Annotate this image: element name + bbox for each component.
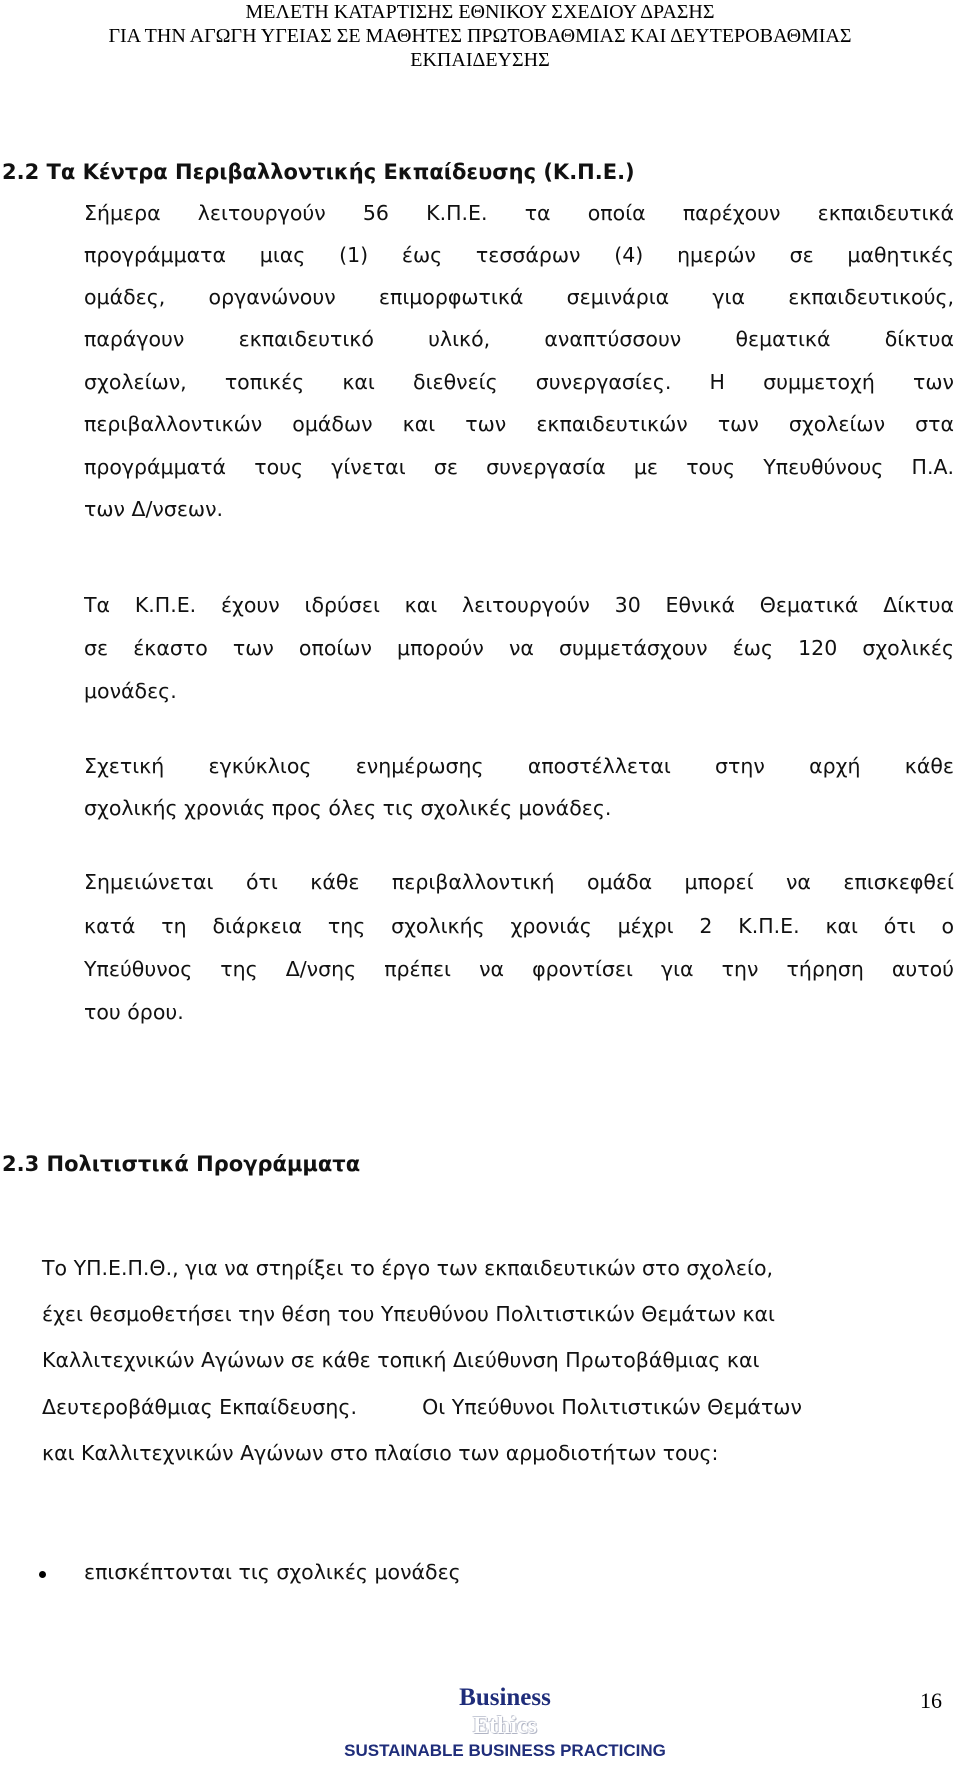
paragraph-line: Δευτεροβάθμιας Εκπαίδευσης. Οι Υπεύθυνοι Πολιτιστικών Θεμάτων — [42, 1395, 802, 1419]
paragraph-line: Σήμερα λειτουργούν 56 Κ.Π.Ε. τα οποία παρέχουν εκπαιδευτικά — [84, 201, 954, 225]
paragraph-line: προγράμματά τους γίνεται σε συνεργασία με τους Υπευθύνους Π.Α. — [84, 455, 954, 479]
paragraph-line: Τα Κ.Π.Ε. έχουν ιδρύσει και λειτουργούν 30 Εθνικά Θεματικά Δίκτυα — [84, 593, 954, 617]
document-header — [0, 0, 960, 72]
bullet-item: επισκέπτονται τις σχολικές μονάδες — [84, 1560, 461, 1584]
paragraph-line: Υπεύθυνος της Δ/νσης πρέπει να φροντίσει για την τήρηση αυτού — [84, 957, 954, 981]
paragraph-line: μονάδες. — [84, 679, 177, 703]
paragraph-line: παράγουν εκπαιδευτικό υλικό, αναπτύσσουν θεματικά δίκτυα — [84, 327, 954, 351]
logo-ethics-text: Ethics — [472, 1713, 537, 1739]
section-heading-2-2: 2.2 Τα Κέντρα Περιβαλλοντικής Εκπαίδευσης (Κ.Π.Ε.) — [2, 160, 635, 184]
header-line-1: ΜΕΛΕΤΗ ΚΑΤΑΡΤΙΣΗΣ ΕΘΝΙΚΟΥ ΣΧΕΔΙΟΥ ΔΡΑΣΗΣ — [245, 1, 715, 23]
logo-business-text: Business — [459, 1684, 551, 1711]
paragraph-line: έχει θεσμοθετήσει την θέση του Υπευθύνου Πολιτιστικών Θεμάτων και — [42, 1302, 775, 1326]
paragraph-line: Σημειώνεται ότι κάθε περιβαλλοντική ομάδα μπορεί να επισκεφθεί — [84, 870, 954, 894]
paragraph-line: του όρου. — [84, 1000, 184, 1024]
paragraph-line: κατά τη διάρκεια της σχολικής χρονιάς μέχρι 2 Κ.Π.Ε. και ότι ο — [84, 914, 954, 938]
page-number: 16 — [920, 1688, 942, 1713]
paragraph-line: Το ΥΠ.Ε.Π.Θ., για να στηρίξει το έργο των εκπαιδευτικών στο σχολείο, — [42, 1256, 774, 1280]
logo-tagline: SUSTAINABLE BUSINESS PRACTICING — [344, 1741, 666, 1760]
paragraph-line: περιβαλλοντικών ομάδων και των εκπαιδευτικών των σχολείων στα — [84, 412, 954, 436]
paragraph-line: Καλλιτεχνικών Αγώνων σε κάθε τοπική Διεύθυνση Πρωτοβάθμιας και — [42, 1348, 760, 1372]
paragraph-line: Σχετική εγκύκλιος ενημέρωσης αποστέλλεται στην αρχή κάθε — [84, 754, 954, 778]
section-heading-2-3: 2.3 Πολιτιστικά Προγράμματα — [2, 1152, 361, 1176]
bullet-icon — [39, 1571, 46, 1578]
header-line-2: ΓΙΑ ΤΗΝ ΑΓΩΓΗ ΥΓΕΙΑΣ ΣΕ ΜΑΘΗΤΕΣ ΠΡΩΤΟΒΑΘΜΙΑΣ ΚΑΙ ΔΕΥΤΕΡΟΒΑΘΜΙΑΣ — [108, 25, 852, 47]
header-line-3: ΕΚΠΑΙΔΕΥΣΗΣ — [410, 49, 550, 71]
business-ethics-logo — [344, 1683, 700, 1763]
paragraph-line: των Δ/νσεων. — [84, 497, 224, 521]
paragraph-line: και Καλλιτεχνικών Αγώνων στο πλαίσιο των αρμοδιοτήτων τους: — [42, 1441, 719, 1465]
paragraph-line: σχολείων, τοπικές και διεθνείς συνεργασίες. Η συμμετοχή των — [84, 370, 954, 394]
paragraph-line: ομάδες, οργανώνουν επιμορφωτικά σεμινάρια για εκπαιδευτικούς, — [84, 285, 954, 309]
paragraph-line: σε έκαστο των οποίων μπορούν να συμμετάσχουν έως 120 σχολικές — [84, 636, 954, 660]
paragraph-line: προγράμματα μιας (1) έως τεσσάρων (4) ημερών σε μαθητικές — [84, 243, 954, 267]
paragraph-line: σχολικής χρονιάς προς όλες τις σχολικές μονάδες. — [84, 796, 612, 820]
